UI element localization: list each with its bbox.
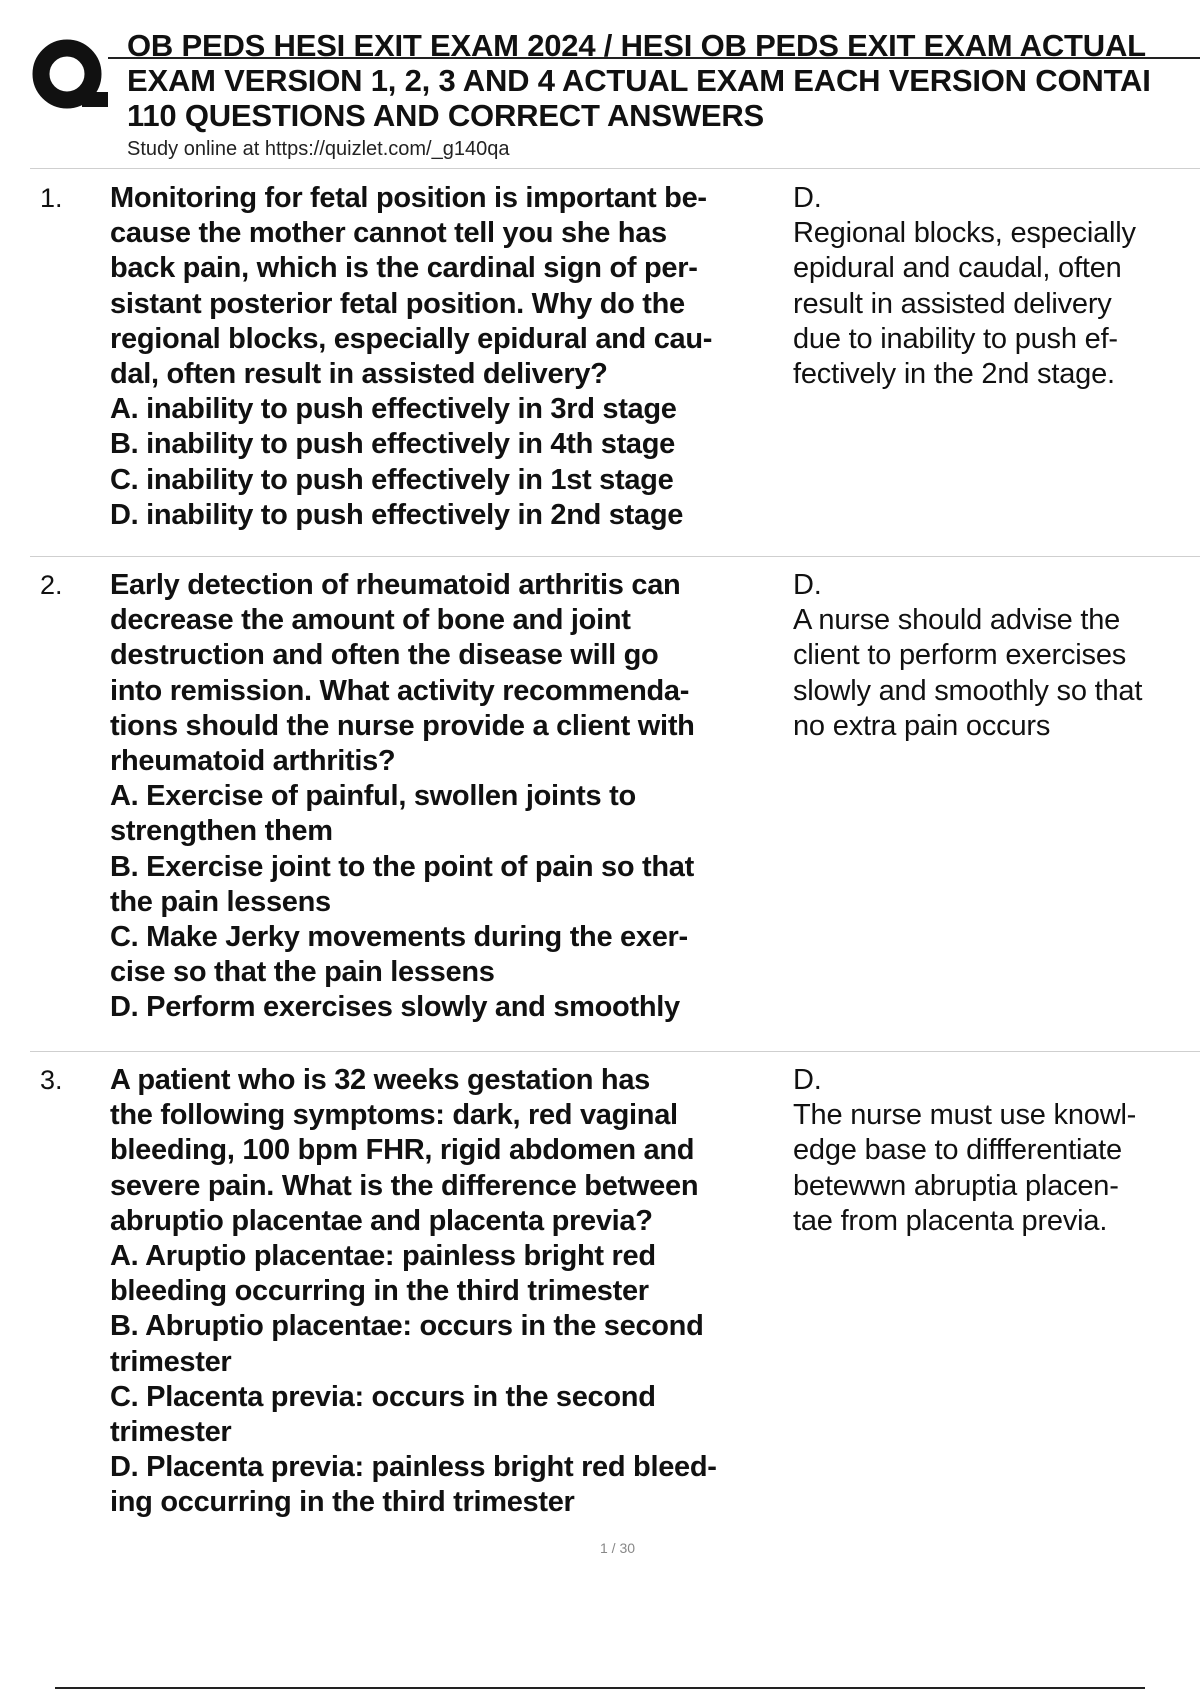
document-header [0, 0, 1200, 165]
answer-option: A. inability to push effectively in 3rd stage [110, 393, 677, 426]
answer-line: result in assisted delivery [793, 287, 1112, 320]
answer-option: C. Placenta previa: occurs in the second [110, 1380, 656, 1413]
quizlet-logo-icon [30, 36, 108, 114]
question-line: sistant posterior fetal position. Why do the [110, 287, 685, 320]
answer-line: due to inability to push ef- [793, 322, 1118, 355]
answer-option: the pain lessens [110, 885, 331, 918]
answer-option: trimester [110, 1416, 232, 1449]
question-line: dal, often result in assisted delivery? [110, 358, 608, 391]
question-line: cause the mother cannot tell you she has [110, 217, 667, 250]
card-divider [30, 1051, 1200, 1052]
card-number: 2. [40, 570, 63, 600]
header-divider [30, 168, 1200, 169]
answer-line: edge base to diffferentiate [793, 1134, 1122, 1167]
question-line: bleeding, 100 bpm FHR, rigid abdomen and [110, 1134, 695, 1167]
question-line: rheumatoid arthritis? [110, 745, 396, 778]
question-line: Monitoring for fetal position is important be- [110, 182, 707, 214]
answer-line: epidural and caudal, often [793, 252, 1122, 285]
answer-line: tae from placenta previa. [793, 1204, 1108, 1237]
study-prefix: Study online at [127, 138, 265, 160]
answer-line: client to perform exercises [793, 639, 1127, 672]
question-line: decrease the amount of bone and joint [110, 604, 631, 637]
card-divider [30, 556, 1200, 557]
answer-option: D. Placenta previa: painless bright red bleed- [110, 1451, 717, 1484]
answer-option: B. Abruptio placentae: occurs in the second [110, 1310, 704, 1343]
answer-line: D. [793, 1064, 822, 1096]
card-answer [793, 1063, 1193, 1239]
answer-option: strengthen them [110, 815, 333, 848]
card-question [110, 568, 782, 1026]
question-line: regional blocks, especially epidural and cau- [110, 322, 713, 355]
title-line: 110 QUESTIONS AND CORRECT ANSWERS [127, 98, 765, 133]
footer-divider [55, 1687, 1145, 1689]
answer-line: betewwn abruptia placen- [793, 1169, 1119, 1202]
page-number: 1 / 30 [599, 1540, 636, 1556]
answer-option: ing occurring in the third trimester [110, 1486, 575, 1519]
answer-line: D. [793, 569, 822, 601]
card-answer [793, 181, 1193, 392]
card-number: 1. [40, 183, 63, 213]
card-answer [793, 568, 1193, 744]
question-line: back pain, which is the cardinal sign of per- [110, 252, 698, 285]
card-question [110, 181, 782, 533]
answer-option: C. inability to push effectively in 1st stage [110, 463, 674, 496]
card-number: 3. [40, 1065, 63, 1095]
answer-option: C. Make Jerky movements during the exer- [110, 921, 688, 954]
question-line: tions should the nurse provide a client with [110, 709, 695, 742]
answer-option: trimester [110, 1345, 232, 1378]
answer-line: slowly and smoothly so that [793, 674, 1143, 707]
title-line: EXAM VERSION 1, 2, 3 AND 4 ACTUAL EXAM EACH VERSION CONTAI [127, 63, 1151, 98]
question-line: severe pain. What is the difference between [110, 1169, 699, 1202]
card-question [110, 1063, 782, 1521]
answer-option: B. Exercise joint to the point of pain so that [110, 850, 694, 883]
page-title [127, 28, 1200, 133]
title-line: OB PEDS HESI EXIT EXAM 2024 / HESI OB PEDS EXIT EXAM ACTUAL [127, 28, 1146, 63]
study-online-text [127, 137, 509, 161]
question-line: abruptio placentae and placenta previa? [110, 1204, 653, 1237]
answer-line: no extra pain occurs [793, 709, 1051, 742]
answer-option: bleeding occurring in the third trimester [110, 1275, 649, 1308]
answer-option: A. Aruptio placentae: painless bright red [110, 1240, 656, 1273]
question-line: Early detection of rheumatoid arthritis can [110, 569, 681, 601]
study-url-link[interactable]: https://quizlet.com/_g140qa [264, 138, 510, 160]
answer-line: A nurse should advise the [793, 604, 1121, 637]
answer-option: B. inability to push effectively in 4th stage [110, 428, 675, 461]
answer-line: The nurse must use knowl- [793, 1099, 1137, 1132]
answer-option: D. inability to push effectively in 2nd stage [110, 498, 684, 531]
answer-line: fectively in the 2nd stage. [793, 358, 1115, 391]
answer-line: D. [793, 182, 822, 214]
question-line: into remission. What activity recommenda- [110, 674, 690, 707]
question-line: A patient who is 32 weeks gestation has [110, 1064, 650, 1096]
question-line: the following symptoms: dark, red vaginal [110, 1099, 678, 1132]
quizlet-logo-icon-svg [30, 36, 108, 114]
answer-option: D. Perform exercises slowly and smoothly [110, 991, 680, 1024]
answer-option: cise so that the pain lessens [110, 956, 495, 989]
answer-line: Regional blocks, especially [793, 217, 1136, 250]
question-line: destruction and often the disease will go [110, 639, 659, 672]
answer-option: A. Exercise of painful, swollen joints to [110, 780, 636, 813]
